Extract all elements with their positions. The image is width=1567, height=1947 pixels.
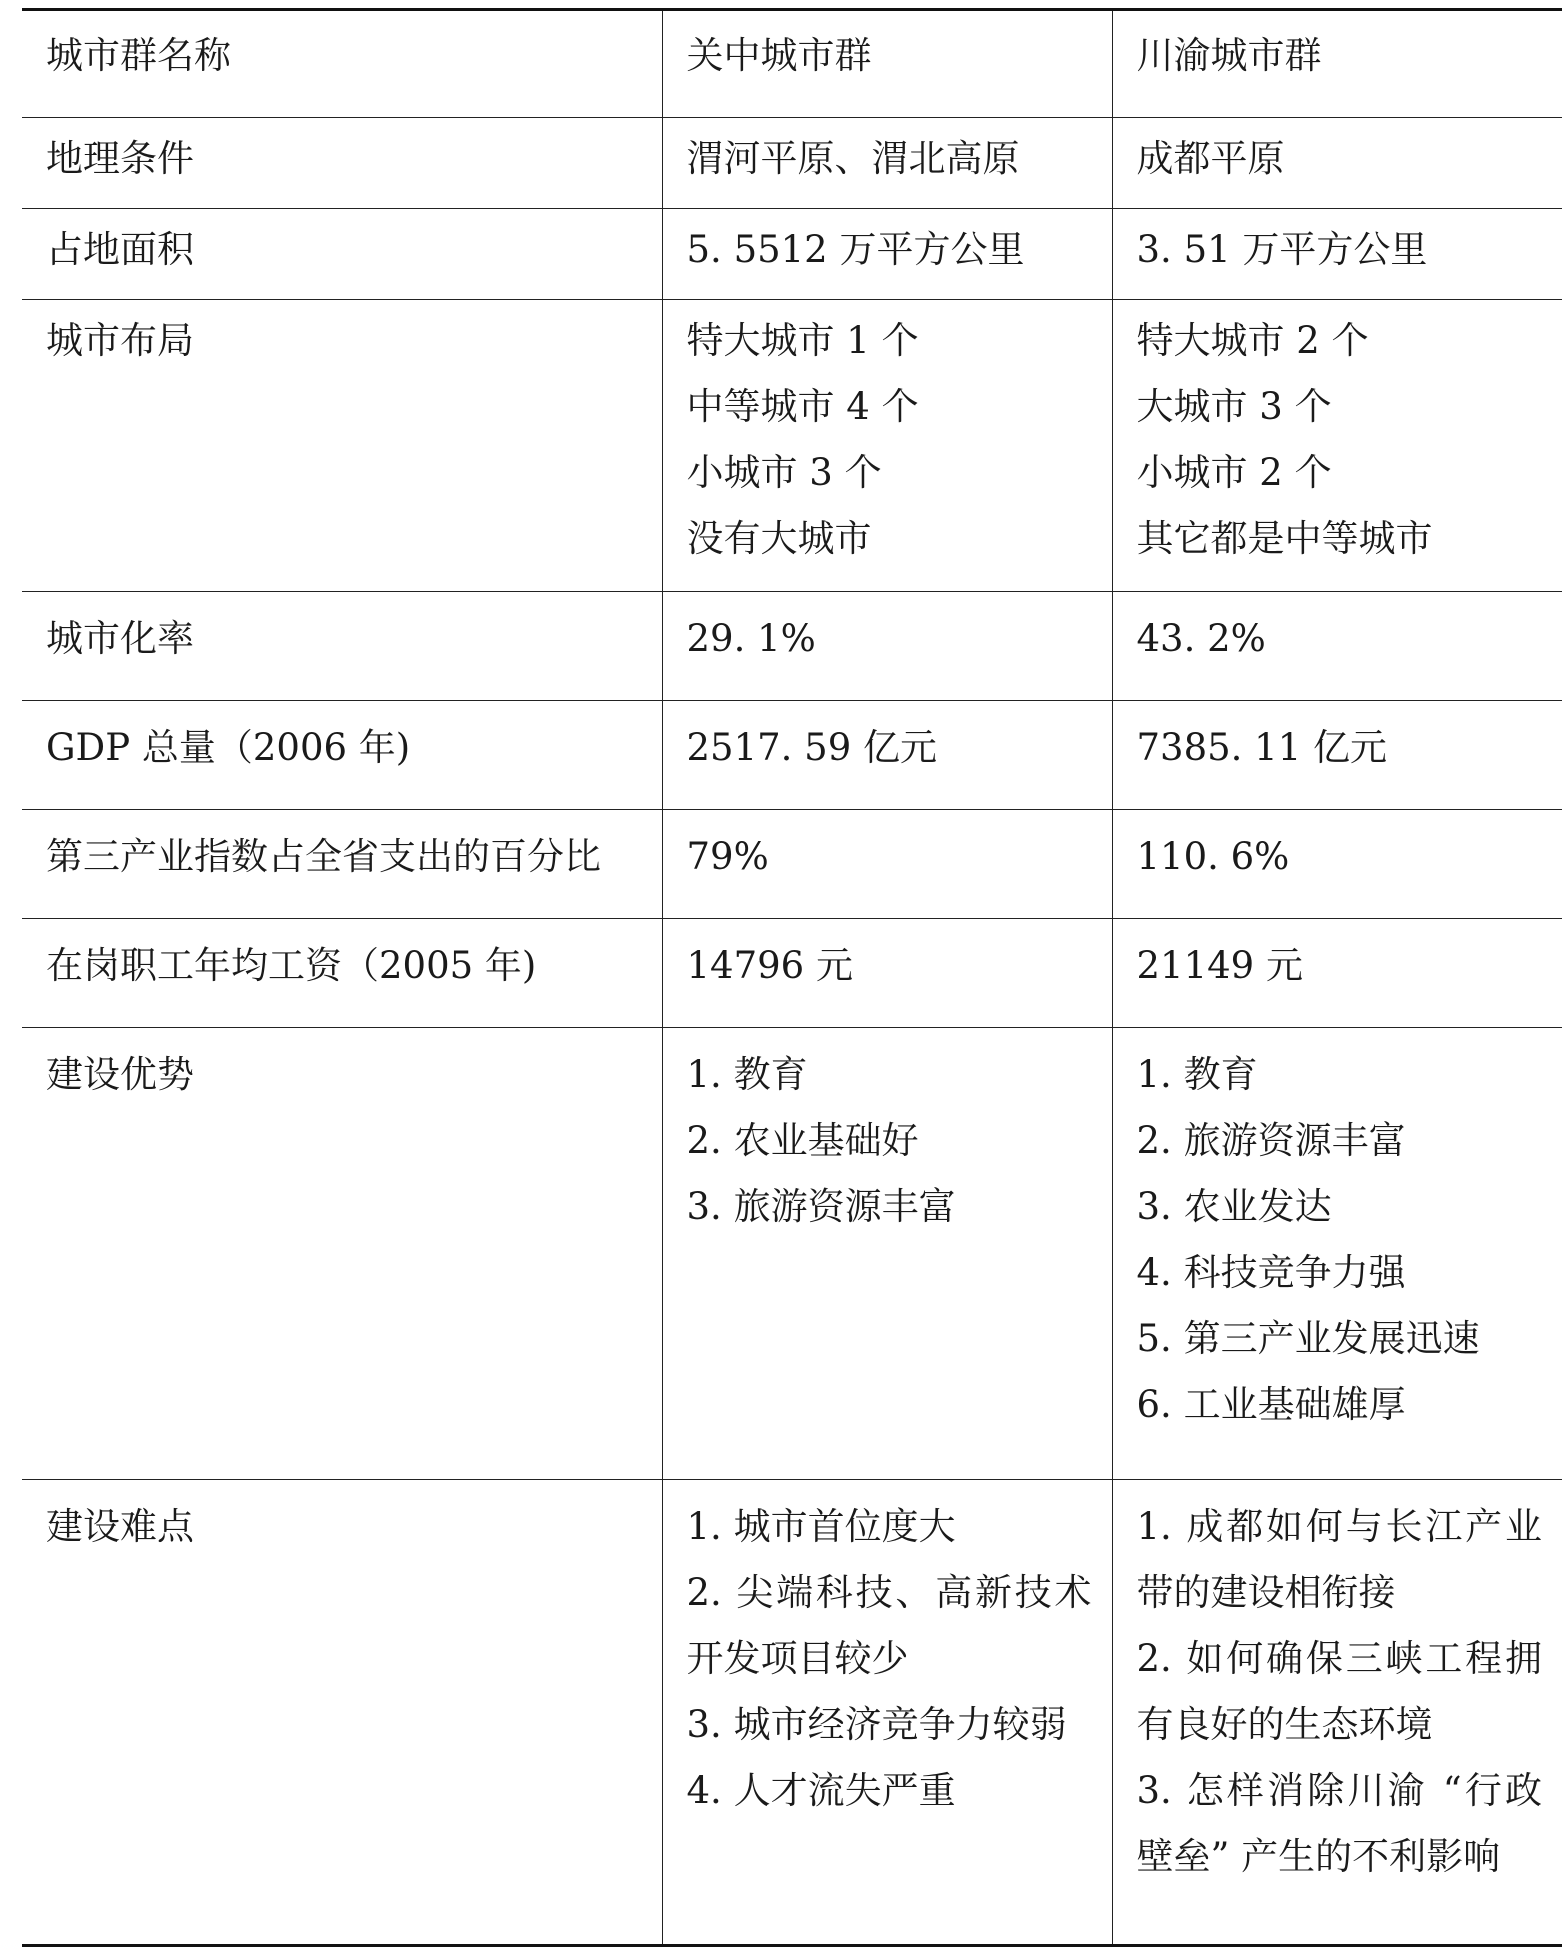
row-label: 在岗职工年均工资（2005 年) xyxy=(46,944,537,987)
chuanyu-cell xyxy=(1112,1480,1562,1946)
guanzhong-cell xyxy=(662,592,1112,701)
cell-line: 21149 元 xyxy=(1136,944,1303,987)
guanzhong-cell xyxy=(662,300,1112,592)
guanzhong-cell xyxy=(662,1028,1112,1480)
cell-line: 29. 1% xyxy=(686,617,816,660)
guanzhong-cell xyxy=(662,810,1112,919)
row-label: 城市布局 xyxy=(46,319,194,362)
header-cell-guanzhong: 关中城市群 xyxy=(662,10,1112,118)
header-cell-name: 城市群名称 xyxy=(46,34,231,77)
cell-line: 2. 农业基础好 xyxy=(686,1119,919,1162)
chuanyu-cell xyxy=(1112,592,1562,701)
guanzhong-cell xyxy=(662,701,1112,810)
cell-line: 3. 51 万平方公里 xyxy=(1136,228,1428,271)
cell-line: 5. 5512 万平方公里 xyxy=(686,228,1025,271)
cell-line: 成都平原 xyxy=(1136,137,1285,180)
cell-line: 1. 城市首位度大 xyxy=(686,1505,956,1548)
cell-line: 小城市 2 个 xyxy=(1136,451,1332,494)
cell-line: 其它都是中等城市 xyxy=(1136,517,1433,560)
cell-line: 特大城市 2 个 xyxy=(1136,319,1369,362)
cell-line: 小城市 3 个 xyxy=(686,451,882,494)
row-label: 占地面积 xyxy=(46,228,194,271)
table-row xyxy=(22,810,1562,919)
table-row xyxy=(22,118,1562,209)
cell-line: 渭河平原、渭北高原 xyxy=(686,137,1020,180)
cell-line: 43. 2% xyxy=(1136,617,1266,660)
chuanyu-cell xyxy=(1112,118,1562,209)
guanzhong-cell xyxy=(662,1480,1112,1946)
row-label: 建设优势 xyxy=(46,1053,194,1096)
row-label: 地理条件 xyxy=(46,137,194,180)
row-label: 第三产业指数占全省支出的百分比 xyxy=(46,835,601,878)
chuanyu-cell xyxy=(1112,209,1562,300)
header-cell-chuanyu: 川渝城市群 xyxy=(1112,10,1562,118)
cell-line: 5. 第三产业发展迅速 xyxy=(1136,1317,1480,1360)
cell-line: 3. 农业发达 xyxy=(1136,1185,1332,1228)
chuanyu-cell xyxy=(1112,810,1562,919)
table-row xyxy=(22,209,1562,300)
guanzhong-cell xyxy=(662,118,1112,209)
cell-line: 3. 怎样消除川渝 “行政壁垒” 产生的不利影响 xyxy=(1136,1769,1542,1878)
cell-line: 110. 6% xyxy=(1136,835,1290,878)
cell-line: 4. 人才流失严重 xyxy=(686,1769,956,1812)
guanzhong-cell xyxy=(662,209,1112,300)
table-row xyxy=(22,1028,1562,1480)
cell-line: 7385. 11 亿元 xyxy=(1136,726,1388,769)
table-row xyxy=(22,1480,1562,1946)
cell-line: 79% xyxy=(686,835,769,878)
cell-line: 14796 元 xyxy=(686,944,853,987)
cell-line: 2517. 59 亿元 xyxy=(686,726,938,769)
cell-line: 3. 城市经济竞争力较弱 xyxy=(686,1703,1067,1746)
cell-line: 2. 如何确保三峡工程拥有良好的生态环境 xyxy=(1136,1637,1542,1746)
table-row xyxy=(22,592,1562,701)
row-label: 建设难点 xyxy=(46,1505,194,1548)
cell-line: 6. 工业基础雄厚 xyxy=(1136,1383,1406,1426)
cell-line: 中等城市 4 个 xyxy=(686,385,919,428)
table-row xyxy=(22,919,1562,1028)
header-row xyxy=(22,10,1562,118)
chuanyu-cell xyxy=(1112,919,1562,1028)
table-row xyxy=(22,300,1562,592)
table-row xyxy=(22,701,1562,810)
row-label: 城市化率 xyxy=(46,617,194,660)
cell-line: 特大城市 1 个 xyxy=(686,319,919,362)
cell-line: 4. 科技竞争力强 xyxy=(1136,1251,1406,1294)
chuanyu-cell xyxy=(1112,300,1562,592)
cell-line: 没有大城市 xyxy=(686,517,872,560)
guanzhong-cell xyxy=(662,919,1112,1028)
comparison-table xyxy=(22,8,1562,1947)
chuanyu-cell xyxy=(1112,1028,1562,1480)
chuanyu-cell xyxy=(1112,701,1562,810)
cell-line: 1. 教育 xyxy=(1136,1053,1258,1096)
cell-line: 2. 旅游资源丰富 xyxy=(1136,1119,1406,1162)
cell-line: 大城市 3 个 xyxy=(1136,385,1332,428)
cell-line: 2. 尖端科技、高新技术开发项目较少 xyxy=(686,1571,1092,1680)
cell-line: 1. 成都如何与长江产业带的建设相衔接 xyxy=(1136,1505,1542,1614)
row-label: GDP 总量（2006 年) xyxy=(46,726,411,769)
cell-line: 3. 旅游资源丰富 xyxy=(686,1185,956,1228)
cell-line: 1. 教育 xyxy=(686,1053,808,1096)
